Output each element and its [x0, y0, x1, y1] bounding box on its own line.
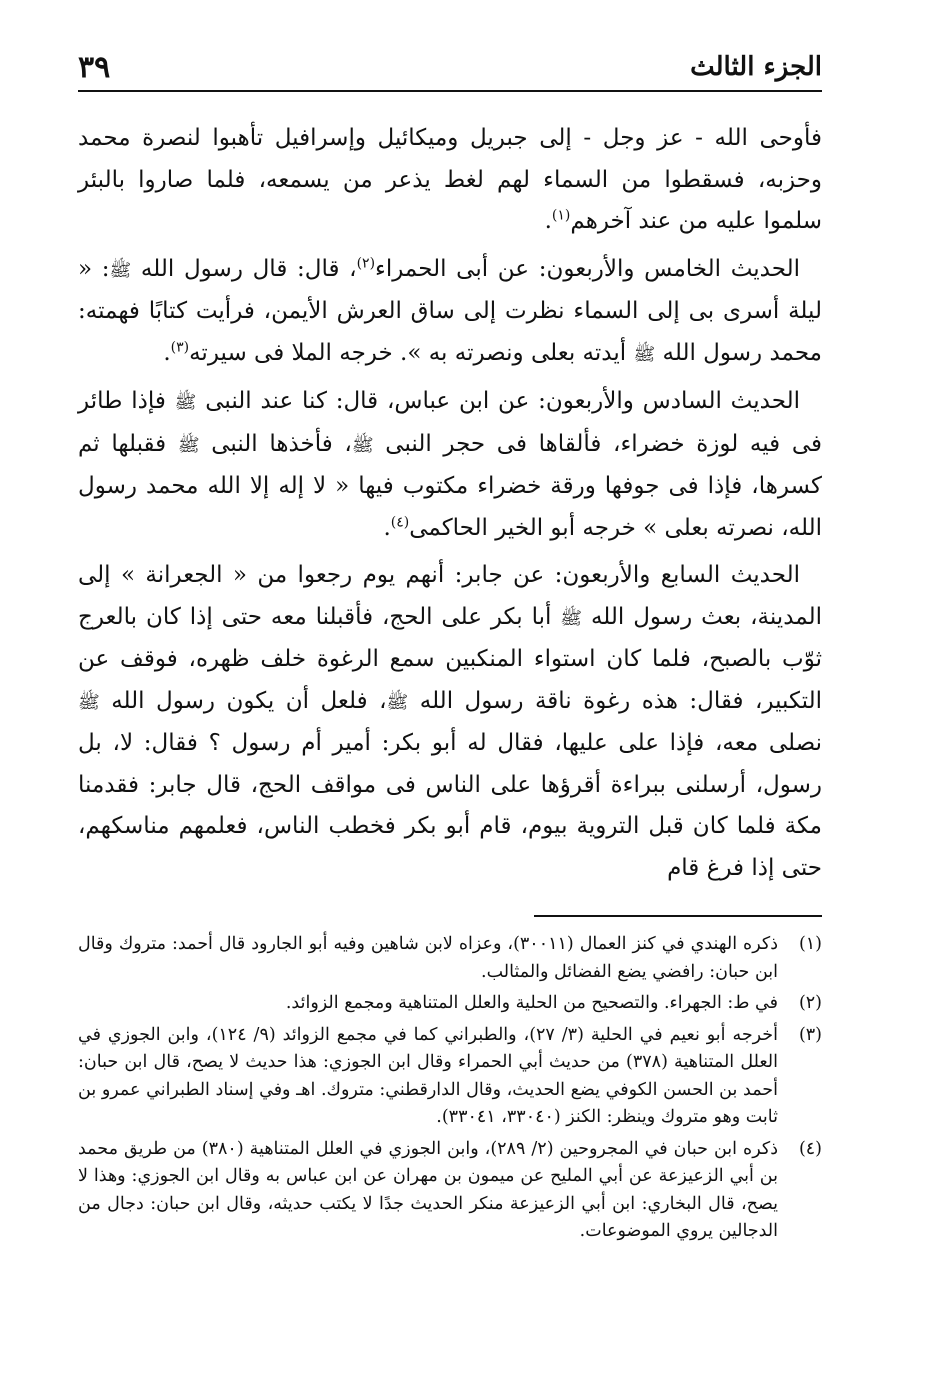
footnote-number: (٢)	[798, 993, 822, 1013]
footnote-3	[78, 1022, 822, 1132]
salla-glyph: ﷺ	[351, 434, 374, 456]
salla-glyph: ﷺ	[109, 259, 132, 281]
footnote-1	[78, 931, 822, 986]
footnotes	[78, 931, 822, 1246]
salla-glyph: ﷺ	[386, 691, 409, 713]
running-header	[78, 44, 822, 92]
hadith-46	[78, 381, 822, 549]
salla-glyph: ﷺ	[177, 434, 200, 456]
hadith-45-text-d: أيدته بعلى ونصرته به ». خرجه الملا فى سيرته	[189, 339, 634, 366]
hadith-46-text-e: .	[383, 514, 391, 541]
salla-glyph: ﷺ	[174, 392, 197, 413]
paragraph-end: .	[544, 208, 552, 234]
hadith-45-text-c: : « ليلة أسرى بى إلى السماء نظرت إلى ساق العرش الأيمن، فرأيت كتابًا فهمته: محمد رسول الله	[78, 255, 822, 366]
footnote-ref-1[interactable]: (١)	[551, 207, 571, 224]
paragraph-text: فأوحى الله - عز وجل - إلى جبريل وميكائيل وإسرافيل تأهبوا لنصرة محمد وحزبه، فسقطوا من السماء لهم لغط يذعر من يسمعه، فلما صاروا بالبئر سلموا عليه من عند آخرهم	[78, 125, 822, 234]
footnote-2	[78, 990, 822, 1018]
hadith-45	[78, 249, 822, 376]
footnote-number: (٤)	[798, 1138, 822, 1159]
hadith-45-text-e: .	[163, 339, 171, 366]
hadith-46-text-d: فقبلها ثم كسرها، فإذا فى جوفها ورقة خضراء مكتوب فيها « لا إله إلا الله محمد رسول الله، نصرته بعلى » خرجه أبو الخير الحاكمى	[78, 430, 822, 541]
main-text	[78, 118, 822, 889]
footnote-ref-2[interactable]: (٢)	[356, 254, 376, 271]
hadith-47-text-d: نصلى معه، فإذا على عليها، فقال له أبو بكر: أمير أم رسول ؟ فقال: لا، بل رسول، أرسلنى ببراءة أقرؤها على الناس فى مواقف الحج، قال جابر: فقدمنا مكة فلما كان قبل التروية بيوم، قام أبو بكر فخطب الناس، فعلمهم مناسكهم، حتى إذا فرغ قام	[78, 730, 822, 881]
hadith-46-text-b: فإذا طائر فى فيه لوزة خضراء، فألقاها فى حجر النبى	[78, 388, 822, 457]
footnote-divider	[534, 915, 822, 917]
hadith-46-text-a: الحديث السادس والأربعون: عن ابن عباس، قال: كنا عند النبى	[196, 388, 800, 414]
book-page	[78, 44, 822, 1344]
hadith-45-text-b: ، قال: قال رسول الله	[131, 255, 357, 282]
hadith-47-text-a: الحديث السابع والأربعون: عن جابر: أنهم يوم رجعوا من « الجعرانة » إلى المدينة، بعث رسول الله	[78, 562, 822, 630]
footnote-4	[78, 1136, 822, 1246]
page-number: ٣٩	[78, 50, 111, 85]
salla-glyph: ﷺ	[633, 343, 656, 365]
footnote-ref-3[interactable]: (٣)	[170, 338, 190, 355]
footnote-text: أخرجه أبو نعيم في الحلية (٣/ ٢٧)، والطبراني كما في مجمع الزوائد (٩/ ١٢٤)، وابن الجوزي في العلل المتناهية (٣٧٨) من حديث أبي الحمراء وقال ابن الجوزي: هذا حديث لا يصح، قال ابن حبان: أحمد بن الحسن الكوفي يضع الحديث، وقال الدارقطني: متروك. اهـ وفي إسناد الطبراني عمرو بن ثابت وهو متروك وينظر: الكنز (٣٣٠٤٠، ٣٣٠٤١).	[78, 1024, 778, 1127]
hadith-47	[78, 555, 822, 889]
hadith-47-text-b: أبا بكر على الحج، فأقبلنا معه حتى إذا كان بالعرج ثوّب بالصبح، فلما كان استواء المنكبين سمع الرغوة خلف ظهره، فوقف عن التكبير، فقال: هذه رغوة ناقة رسول الله	[78, 603, 822, 714]
salla-glyph: ﷺ	[560, 607, 583, 629]
footnote-ref-4[interactable]: (٤)	[390, 513, 410, 530]
footnote-text: ذكره الهندي في كنز العمال (٣٠٠١١)، وعزاه لابن شاهين وفيه أبو الجارود قال أحمد: متروك وقال ابن حبان: رافضي يضع الفضائل والمثالب.	[78, 934, 778, 982]
footnote-number: (٣)	[798, 1024, 822, 1045]
footnote-number: (١)	[798, 934, 822, 954]
salla-glyph: ﷺ	[78, 691, 100, 713]
footnote-text: ذكره ابن حبان في المجروحين (٢/ ٢٨٩)، وابن الجوزي في العلل المتناهية (٣٨٠) من طريق محمد بن أبي الزعيزعة عن أبي المليح عن ميمون بن مهران عن ابن عباس به وقال ابن الجوزي: وهذا لا يصح، قال البخاري: ابن أبي الزعيزعة منكر الحديث جدًا لا يكتب حديثه، وقال ابن حبان: دجال من الدجالين يروي الموضوعات.	[78, 1138, 778, 1241]
paragraph-continuation	[78, 118, 822, 243]
hadith-46-text-c: ، فأخذها النبى	[199, 430, 352, 457]
hadith-47-text-c: ، فلعل أن يكون رسول الله	[99, 687, 387, 714]
volume-title: الجزء الثالث	[690, 52, 822, 82]
hadith-45-text-a: الحديث الخامس والأربعون: عن أبى الحمراء	[375, 255, 800, 282]
footnote-text: في ط: الجهراء. والتصحيح من الحلية والعلل المتناهية ومجمع الزوائد.	[285, 993, 778, 1013]
